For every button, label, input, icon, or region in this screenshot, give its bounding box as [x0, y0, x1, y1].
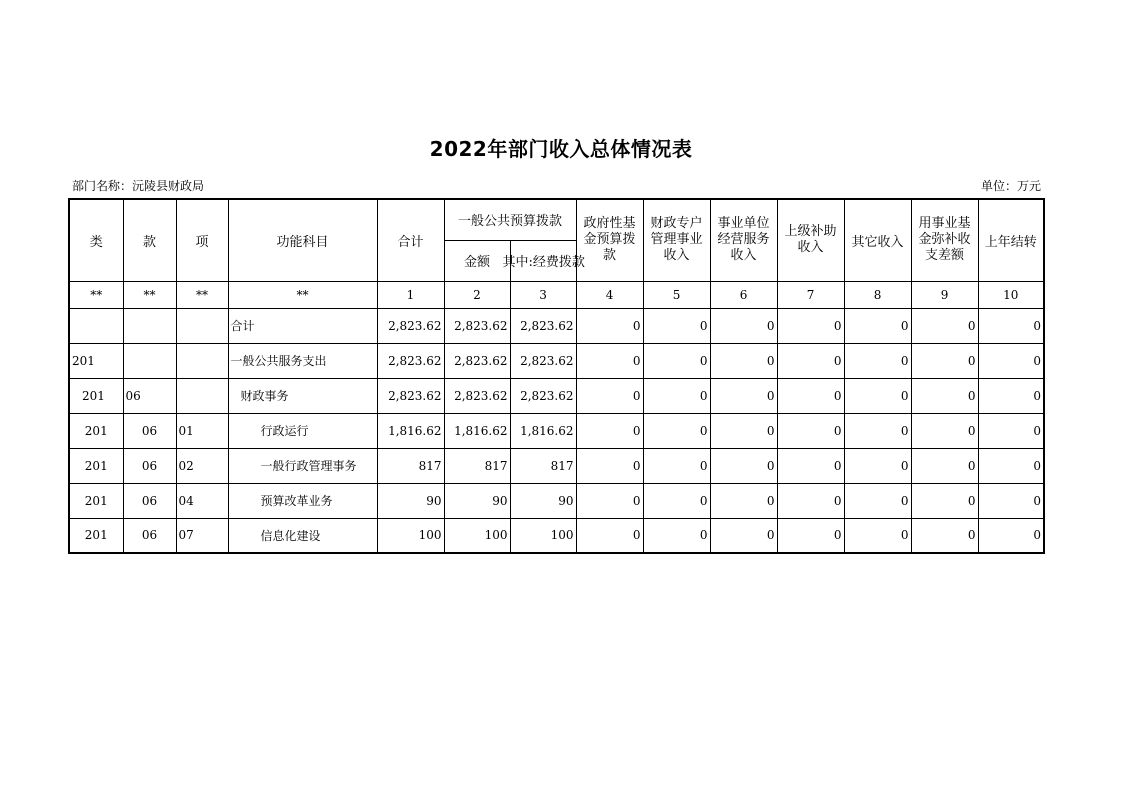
header-general-budget: 一般公共预算拨款: [444, 199, 576, 240]
table-row: [69, 483, 1044, 518]
row-fund-gap: 0: [911, 378, 978, 413]
row-carryover: 0: [978, 343, 1044, 378]
income-table: [68, 198, 1045, 554]
row-amount: 90: [444, 483, 510, 518]
row-carryover: 0: [978, 413, 1044, 448]
row-xiang: 04: [176, 483, 228, 518]
row-kuan: 06: [123, 413, 176, 448]
row-xiang: [176, 378, 228, 413]
column-number: 10: [978, 281, 1044, 308]
row-subject: 预算改革业务: [228, 483, 377, 518]
header-lei: 类: [69, 199, 123, 281]
column-number: 1: [377, 281, 444, 308]
row-funding: 2,823.62: [510, 378, 576, 413]
row-subject: 一般公共服务支出: [228, 343, 377, 378]
header-fund-gap: 用事业基金弥补收支差额: [911, 199, 978, 281]
row-amount: 2,823.62: [444, 378, 510, 413]
row-lei: 201: [69, 343, 123, 378]
row-funding: 2,823.62: [510, 308, 576, 343]
row-total: 2,823.62: [377, 378, 444, 413]
column-number: **: [123, 281, 176, 308]
department-label: 部门名称：沅陵县财政局: [72, 179, 205, 193]
row-subject: 一般行政管理事务: [228, 448, 377, 483]
row-total: 2,823.62: [377, 343, 444, 378]
row-fund-gap: 0: [911, 413, 978, 448]
row-other: 0: [844, 413, 911, 448]
row-business: 0: [710, 378, 777, 413]
column-number: 5: [643, 281, 710, 308]
column-number: **: [176, 281, 228, 308]
row-lei: 201: [69, 413, 123, 448]
header-kuan: 款: [123, 199, 176, 281]
row-kuan: 06: [123, 483, 176, 518]
column-number: 9: [911, 281, 978, 308]
row-total: 90: [377, 483, 444, 518]
header-subject: 功能科目: [228, 199, 377, 281]
row-amount: 817: [444, 448, 510, 483]
row-xiang: 01: [176, 413, 228, 448]
row-other: 0: [844, 308, 911, 343]
row-gov-fund: 0: [576, 308, 643, 343]
row-amount: 1,816.62: [444, 413, 510, 448]
report-title: 2022年部门收入总体情况表: [429, 137, 693, 161]
row-gov-fund: 0: [576, 343, 643, 378]
row-carryover: 0: [978, 483, 1044, 518]
row-subject: 合计: [228, 308, 377, 343]
row-fund-gap: 0: [911, 343, 978, 378]
column-number: **: [69, 281, 123, 308]
header-business: 事业单位经营服务收入: [710, 199, 777, 281]
row-amount: 2,823.62: [444, 308, 510, 343]
header-gov-fund: 政府性基金预算拨款: [576, 199, 643, 281]
row-funding: 1,816.62: [510, 413, 576, 448]
row-lei: 201: [69, 448, 123, 483]
table-row: [69, 308, 1044, 343]
row-lei: 201: [69, 483, 123, 518]
row-funding: 817: [510, 448, 576, 483]
row-funding: 2,823.62: [510, 343, 576, 378]
row-lei: [69, 308, 123, 343]
row-carryover: 0: [978, 378, 1044, 413]
row-gov-fund: 0: [576, 378, 643, 413]
row-other: 0: [844, 483, 911, 518]
row-gov-fund: 0: [576, 448, 643, 483]
row-business: 0: [710, 413, 777, 448]
row-kuan: 06: [123, 518, 176, 553]
row-gov-fund: 0: [576, 483, 643, 518]
header-carryover: 上年结转: [978, 199, 1044, 281]
row-special-fund: 0: [643, 413, 710, 448]
column-number: 2: [444, 281, 510, 308]
table-row: [69, 448, 1044, 483]
column-number-row: [69, 281, 1044, 308]
row-carryover: 0: [978, 448, 1044, 483]
row-other: 0: [844, 448, 911, 483]
row-total: 2,823.62: [377, 308, 444, 343]
row-subject: 财政事务: [228, 378, 377, 413]
row-special-fund: 0: [643, 378, 710, 413]
column-number: 7: [777, 281, 844, 308]
row-carryover: 0: [978, 518, 1044, 553]
column-number: 6: [710, 281, 777, 308]
header-total: 合计: [377, 199, 444, 281]
row-business: 0: [710, 343, 777, 378]
row-kuan: 06: [123, 378, 176, 413]
row-funding: 100: [510, 518, 576, 553]
row-amount: 100: [444, 518, 510, 553]
row-xiang: 02: [176, 448, 228, 483]
column-number: **: [228, 281, 377, 308]
row-funding: 90: [510, 483, 576, 518]
row-xiang: [176, 343, 228, 378]
row-business: 0: [710, 483, 777, 518]
table-row: [69, 378, 1044, 413]
row-other: 0: [844, 343, 911, 378]
row-lei: 201: [69, 378, 123, 413]
row-special-fund: 0: [643, 518, 710, 553]
row-subsidy: 0: [777, 378, 844, 413]
row-xiang: 07: [176, 518, 228, 553]
row-gov-fund: 0: [576, 413, 643, 448]
row-carryover: 0: [978, 308, 1044, 343]
row-subsidy: 0: [777, 448, 844, 483]
column-number: 3: [510, 281, 576, 308]
row-amount: 2,823.62: [444, 343, 510, 378]
row-subsidy: 0: [777, 343, 844, 378]
row-business: 0: [710, 448, 777, 483]
row-business: 0: [710, 518, 777, 553]
row-lei: 201: [69, 518, 123, 553]
row-subject: 行政运行: [228, 413, 377, 448]
row-special-fund: 0: [643, 483, 710, 518]
header-subsidy: 上级补助收入: [777, 199, 844, 281]
row-subsidy: 0: [777, 483, 844, 518]
row-total: 817: [377, 448, 444, 483]
row-total: 100: [377, 518, 444, 553]
row-subsidy: 0: [777, 308, 844, 343]
row-other: 0: [844, 518, 911, 553]
row-fund-gap: 0: [911, 518, 978, 553]
row-subsidy: 0: [777, 518, 844, 553]
row-special-fund: 0: [643, 343, 710, 378]
row-other: 0: [844, 378, 911, 413]
row-fund-gap: 0: [911, 483, 978, 518]
table-row: [69, 413, 1044, 448]
row-xiang: [176, 308, 228, 343]
table-row: [69, 343, 1044, 378]
column-number: 4: [576, 281, 643, 308]
row-kuan: [123, 343, 176, 378]
row-kuan: 06: [123, 448, 176, 483]
row-subject: 信息化建设: [228, 518, 377, 553]
row-business: 0: [710, 308, 777, 343]
header-of-which: 其中:经费拨款: [510, 240, 576, 281]
row-special-fund: 0: [643, 448, 710, 483]
row-fund-gap: 0: [911, 448, 978, 483]
row-gov-fund: 0: [576, 518, 643, 553]
row-special-fund: 0: [643, 308, 710, 343]
header-xiang: 项: [176, 199, 228, 281]
header-other: 其它收入: [844, 199, 911, 281]
column-number: 8: [844, 281, 911, 308]
header-special-fund: 财政专户管理事业收入: [643, 199, 710, 281]
row-kuan: [123, 308, 176, 343]
header-amount: 金额: [444, 240, 510, 281]
row-total: 1,816.62: [377, 413, 444, 448]
row-subsidy: 0: [777, 413, 844, 448]
unit-label: 单位：万元: [980, 179, 1041, 193]
table-row: [69, 518, 1044, 553]
row-fund-gap: 0: [911, 308, 978, 343]
